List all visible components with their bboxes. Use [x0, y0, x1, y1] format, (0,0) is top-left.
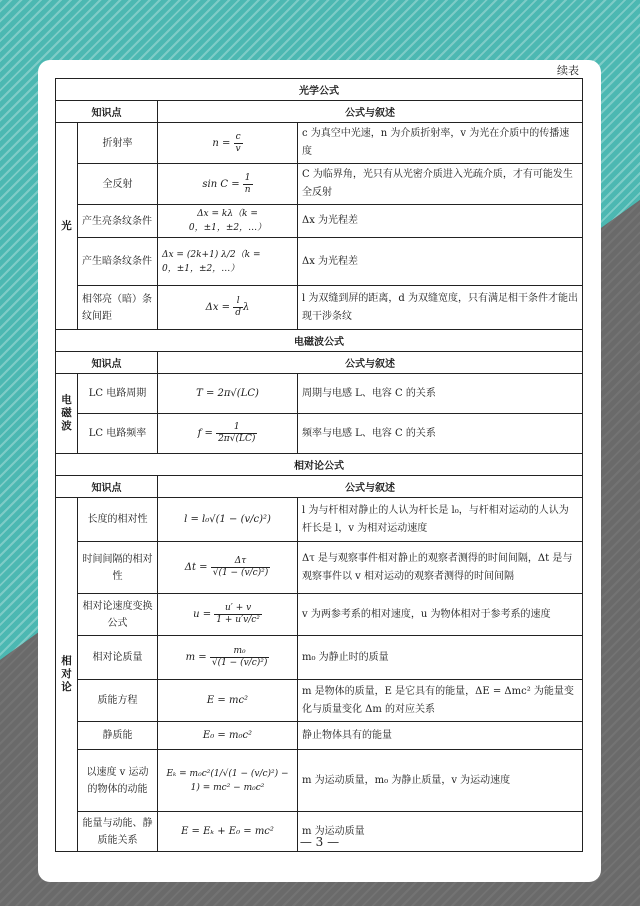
- row-formula: [158, 123, 298, 164]
- formula-text: Δx =: [205, 302, 234, 313]
- numerator: m₀: [210, 646, 270, 658]
- row-desc: Δτ 是与观察事件相对静止的观察者测得的时间间隔，Δt 是与观察事件以 v 相对运动的观察者测得的时间间隔: [298, 542, 583, 594]
- row-formula: [158, 594, 298, 636]
- fraction: [210, 646, 270, 669]
- row-topic: 全反射: [78, 164, 158, 205]
- denominator: d: [235, 308, 242, 318]
- row-topic: 质能方程: [78, 680, 158, 722]
- row-desc: m₀ 为静止时的质量: [298, 636, 583, 680]
- row-desc: C 为临界角，光只有从光密介质进入光疏介质，才有可能发生全反射: [298, 164, 583, 205]
- row-formula: [158, 286, 298, 330]
- formula-text: λ: [243, 302, 250, 313]
- row-desc: 静止物体具有的能量: [298, 722, 583, 750]
- fraction: [234, 132, 243, 155]
- formula-text: sin C =: [202, 178, 243, 190]
- row-formula: [158, 414, 298, 454]
- row-desc: m 为运动质量: [298, 812, 583, 852]
- row-desc: l 为双缝到屏的距离，d 为双缝宽度，只有满足相干条件才能出现干涉条纹: [298, 286, 583, 330]
- row-formula: l = l₀√(1 − (v/c)²): [158, 498, 298, 542]
- formula-text: f =: [197, 428, 217, 439]
- header-topic: 知识点: [56, 476, 158, 498]
- denominator: √(1 − (v/c)²): [212, 568, 269, 578]
- row-desc: v 为两参考系的相对速度，u 为物体相对于参考系的速度: [298, 594, 583, 636]
- table-row: [56, 164, 583, 205]
- table-row: [56, 286, 583, 330]
- row-desc: c 为真空中光速，n 为介质折射率，v 为光在介质中的传播速度: [298, 123, 583, 164]
- fraction: [216, 422, 257, 445]
- denominator: v: [235, 143, 241, 154]
- formula-table: [55, 78, 583, 852]
- row-desc: Δx 为光程差: [298, 205, 583, 238]
- row-formula: [158, 636, 298, 680]
- section-title-relativity: 相对论公式: [56, 454, 583, 476]
- fraction: [214, 603, 262, 626]
- row-desc: Δx 为光程差: [298, 238, 583, 286]
- row-formula: Δx = (2k+1) λ/2（k = 0，±1，±2，…）: [158, 238, 298, 286]
- table-row: [56, 414, 583, 454]
- fraction: [243, 173, 253, 196]
- row-topic: 能量与动能、静质能关系: [78, 812, 158, 852]
- header-formula: 公式与叙述: [158, 352, 583, 374]
- section-title-optics: 光学公式: [56, 79, 583, 101]
- row-formula: [158, 542, 298, 594]
- category-em: 电磁波: [56, 374, 78, 454]
- table-row: [56, 750, 583, 812]
- row-topic: LC 电路周期: [78, 374, 158, 414]
- row-topic: LC 电路频率: [78, 414, 158, 454]
- section-title-em: 电磁波公式: [56, 330, 583, 352]
- table-row: [56, 636, 583, 680]
- table-row: [56, 205, 583, 238]
- row-desc: m 为运动质量，m₀ 为静止质量，v 为运动速度: [298, 750, 583, 812]
- row-topic: 相邻亮（暗）条纹间距: [78, 286, 158, 330]
- header-topic: 知识点: [56, 352, 158, 374]
- header-topic: 知识点: [56, 101, 158, 123]
- fraction: [233, 296, 243, 319]
- category-optics: 光: [56, 123, 78, 330]
- formula-text: Δt =: [184, 562, 211, 573]
- header-formula: 公式与叙述: [158, 101, 583, 123]
- table-row: [56, 722, 583, 750]
- table-row: [56, 238, 583, 286]
- row-formula: Eₖ = m₀c²(1/√(1 − (v/c)²) − 1) = mc² − m₀c²: [158, 750, 298, 812]
- row-topic: 相对论速度变换公式: [78, 594, 158, 636]
- table-sheet: [38, 60, 601, 882]
- row-topic: 时间间隔的相对性: [78, 542, 158, 594]
- category-relativity: 相对论: [56, 498, 78, 852]
- numerator: 1: [216, 422, 257, 434]
- table-row: [56, 542, 583, 594]
- row-topic: 相对论质量: [78, 636, 158, 680]
- denominator: 1 + u′v/c²: [216, 615, 260, 625]
- row-desc: l 为与杆相对静止的人认为杆长是 l₀，与杆相对运动的人认为杆长是 l，v 为相对运动速度: [298, 498, 583, 542]
- numerator: u′ + v: [214, 603, 262, 615]
- row-formula: T = 2π√(LC): [158, 374, 298, 414]
- row-desc: m 是物体的质量，E 是它具有的能量，ΔE = Δmc² 为能量变化与质量变化 Δm 的对应关系: [298, 680, 583, 722]
- numerator: 1: [243, 173, 253, 185]
- row-formula: E = Eₖ + E₀ = mc²: [158, 812, 298, 852]
- numerator: l: [233, 296, 243, 308]
- table-row: [56, 498, 583, 542]
- row-topic: 长度的相对性: [78, 498, 158, 542]
- formula-text: n =: [212, 137, 234, 149]
- numerator: c: [234, 132, 243, 144]
- table-row: [56, 680, 583, 722]
- fraction: [211, 556, 271, 579]
- row-formula: E₀ = m₀c²: [158, 722, 298, 750]
- row-topic: 静质能: [78, 722, 158, 750]
- denominator: √(1 − (v/c)²): [211, 658, 268, 668]
- header-formula: 公式与叙述: [158, 476, 583, 498]
- denominator: n: [244, 184, 251, 195]
- row-topic: 产生暗条纹条件: [78, 238, 158, 286]
- row-desc: 周期与电感 L、电容 C 的关系: [298, 374, 583, 414]
- row-formula: [158, 164, 298, 205]
- row-topic: 折射率: [78, 123, 158, 164]
- table-row: [56, 374, 583, 414]
- numerator: Δτ: [211, 556, 271, 568]
- continue-label: 续表: [557, 64, 579, 77]
- row-topic: 以速度 v 运动的物体的动能: [78, 750, 158, 812]
- formula-text: m =: [185, 652, 210, 663]
- page-number: — 3 —: [299, 835, 340, 849]
- table-row: [56, 594, 583, 636]
- formula-text: u =: [193, 609, 215, 620]
- row-formula: Δx = kλ（k = 0，±1，±2，…）: [158, 205, 298, 238]
- row-topic: 产生亮条纹条件: [78, 205, 158, 238]
- row-formula: E = mc²: [158, 680, 298, 722]
- denominator: 2π√(LC): [218, 434, 256, 444]
- table-row: [56, 123, 583, 164]
- row-desc: 频率与电感 L、电容 C 的关系: [298, 414, 583, 454]
